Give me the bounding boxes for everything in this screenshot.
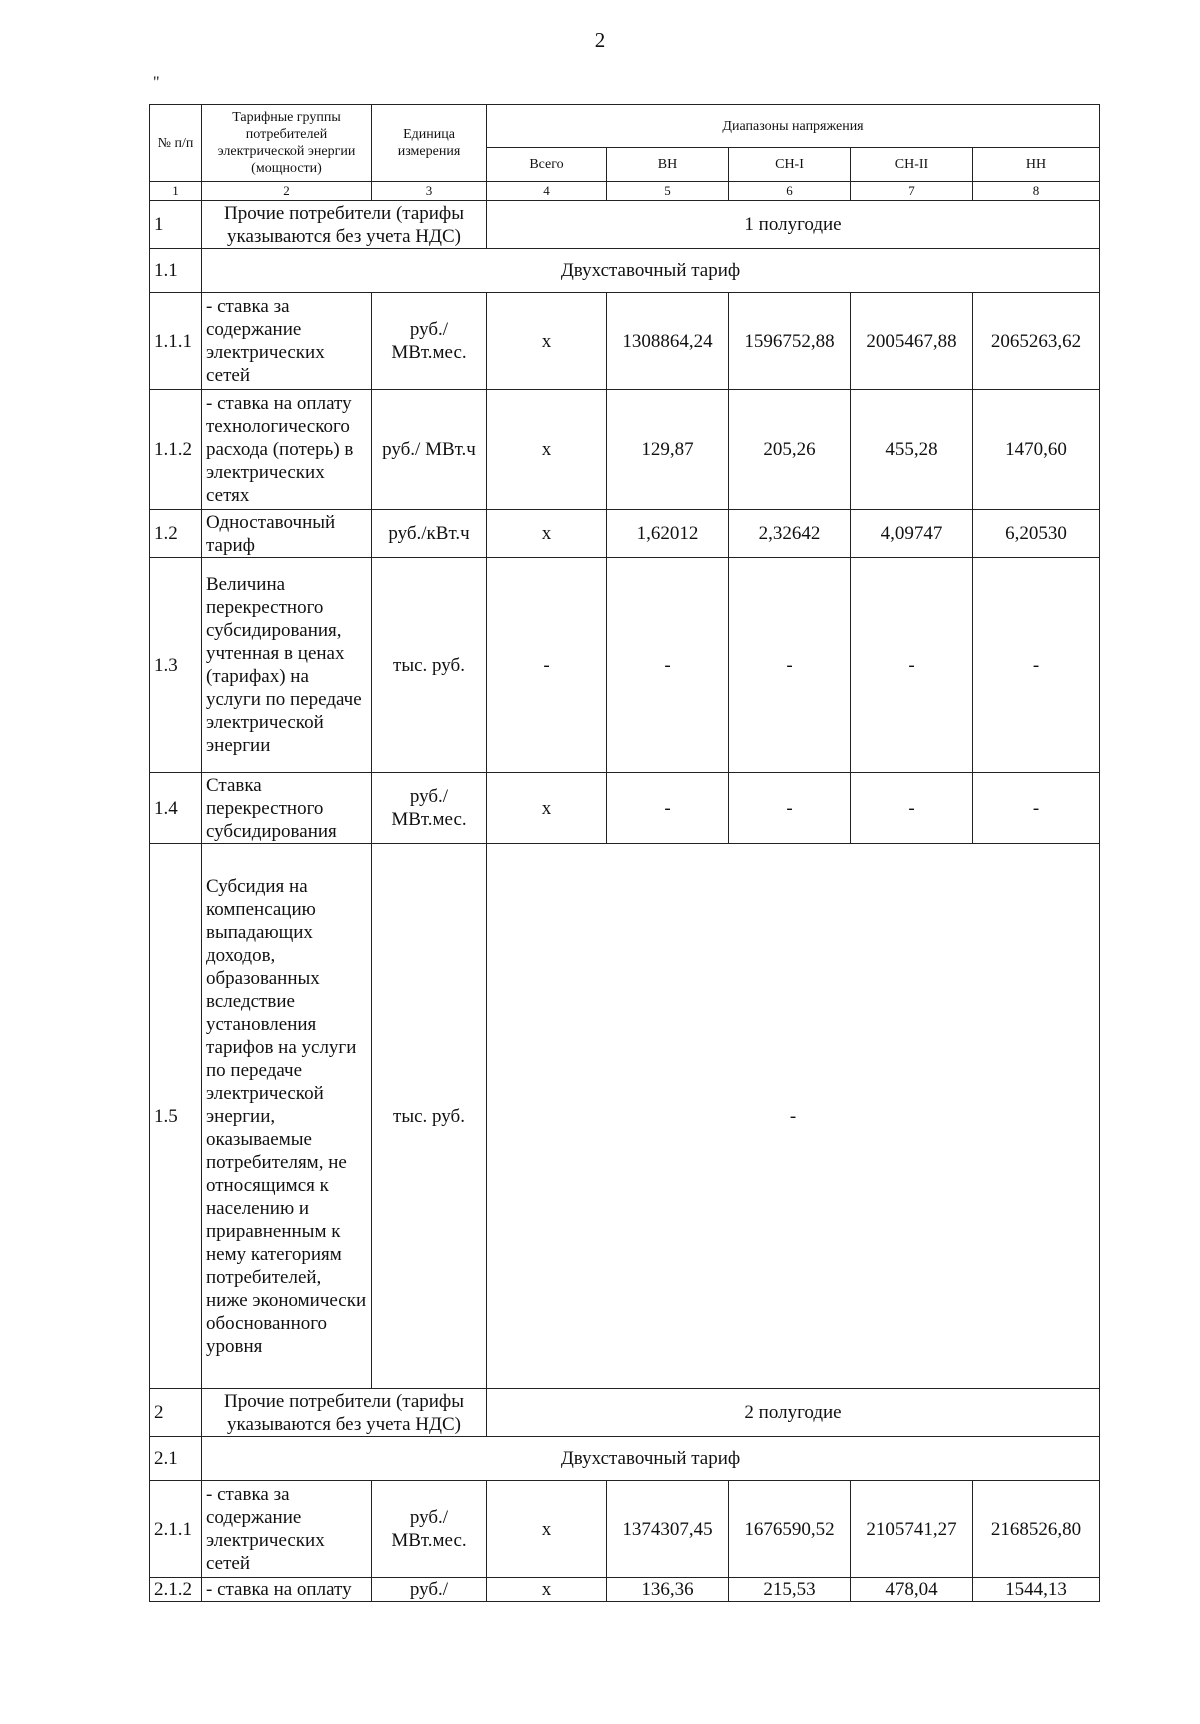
table-row (150, 1481, 1100, 1578)
row-name: Одноставочный тариф (202, 510, 372, 558)
header-vn: ВН (607, 148, 729, 182)
row-unit: руб./ МВт.ч (372, 390, 487, 510)
header-index: 4 (487, 182, 607, 201)
header-voltage-ranges: Диапазоны напряжения (487, 105, 1100, 148)
row-num: 2.1.2 (150, 1578, 202, 1602)
value-vn: - (607, 773, 729, 844)
value-nn: - (973, 773, 1100, 844)
row-name: - ставка на оплату (202, 1578, 372, 1602)
value-total: - (487, 558, 607, 773)
header-index: 3 (372, 182, 487, 201)
table-row (150, 249, 1100, 293)
value-vn: 1,62012 (607, 510, 729, 558)
value-sn1: 1676590,52 (729, 1481, 851, 1578)
value-nn: 2168526,80 (973, 1481, 1100, 1578)
row-num: 1.5 (150, 844, 202, 1389)
table-row (150, 201, 1100, 249)
value-sn1: 215,53 (729, 1578, 851, 1602)
row-num: 1.1.2 (150, 390, 202, 510)
value-sn1: - (729, 558, 851, 773)
row-num: 1.3 (150, 558, 202, 773)
row-name: - ставка на оплату технологического расхода (потерь) в электрических сетях (202, 390, 372, 510)
value-nn: 2065263,62 (973, 293, 1100, 390)
tariff-type-label: Двухставочный тариф (202, 1437, 1100, 1481)
value-total: x (487, 1578, 607, 1602)
header-index: 6 (729, 182, 851, 201)
value-sn1: - (729, 773, 851, 844)
row-name: Величина перекрестного субсидирования, учтенная в ценах (тарифах) на услуги по передаче электрической энергии (202, 558, 372, 773)
period-label: 1 полугодие (487, 201, 1100, 249)
row-unit: тыс. руб. (372, 558, 487, 773)
value-sn2: 2105741,27 (851, 1481, 973, 1578)
row-num: 2.1 (150, 1437, 202, 1481)
row-name: Прочие потребители (тарифы указываются без учета НДС) (202, 201, 487, 249)
value-total: x (487, 1481, 607, 1578)
row-unit: руб./ МВт.мес. (372, 1481, 487, 1578)
table-row (150, 773, 1100, 844)
value-sn2: 478,04 (851, 1578, 973, 1602)
table-row (150, 844, 1100, 1389)
row-num: 2 (150, 1389, 202, 1437)
row-unit: руб./кВт.ч (372, 510, 487, 558)
row-num: 1.1 (150, 249, 202, 293)
row-num: 1.2 (150, 510, 202, 558)
row-unit: руб./ (372, 1578, 487, 1602)
value-vn: - (607, 558, 729, 773)
header-sn2: СН-II (851, 148, 973, 182)
header-index: 7 (851, 182, 973, 201)
value-total: x (487, 773, 607, 844)
header-nn: НН (973, 148, 1100, 182)
header-index: 8 (973, 182, 1100, 201)
row-num: 1.4 (150, 773, 202, 844)
value-sn1: 1596752,88 (729, 293, 851, 390)
row-unit: тыс. руб. (372, 844, 487, 1389)
value-vn: 1308864,24 (607, 293, 729, 390)
subsidy-value: - (487, 844, 1100, 1389)
tariff-table (149, 104, 1100, 1602)
table-row (150, 1578, 1100, 1602)
tariff-type-label: Двухставочный тариф (202, 249, 1100, 293)
value-sn2: 2005467,88 (851, 293, 973, 390)
header-index: 1 (150, 182, 202, 201)
row-unit: руб./ МВт.мес. (372, 773, 487, 844)
row-name: Ставка перекрестного субсидирования (202, 773, 372, 844)
row-num: 1 (150, 201, 202, 249)
table-row (150, 293, 1100, 390)
header-index: 5 (607, 182, 729, 201)
value-sn2: 455,28 (851, 390, 973, 510)
header-unit: Единица измерения (372, 105, 487, 182)
value-sn2: - (851, 558, 973, 773)
row-unit: руб./ МВт.мес. (372, 293, 487, 390)
table-row (150, 390, 1100, 510)
value-nn: - (973, 558, 1100, 773)
header-sn1: СН-I (729, 148, 851, 182)
value-vn: 129,87 (607, 390, 729, 510)
header-num: № п/п (150, 105, 202, 182)
row-num: 1.1.1 (150, 293, 202, 390)
table-row (150, 558, 1100, 773)
header-index: 2 (202, 182, 372, 201)
value-nn: 6,20530 (973, 510, 1100, 558)
opening-quote: " (153, 74, 160, 91)
value-total: x (487, 510, 607, 558)
period-label: 2 полугодие (487, 1389, 1100, 1437)
value-sn2: 4,09747 (851, 510, 973, 558)
value-vn: 136,36 (607, 1578, 729, 1602)
page-number: 2 (594, 28, 606, 52)
header-group: Тарифные группы потребителей электрической энергии (мощности) (202, 105, 372, 182)
row-name: Субсидия на компенсацию выпадающих доходов, образованных вследствие установления тарифов на услуги по передаче электрической энергии, оказываемые потребителям, не относящимся к населению и приравненным к нему категориям потребителей, ниже экономически обоснованного уровня (202, 844, 372, 1389)
value-nn: 1470,60 (973, 390, 1100, 510)
value-total: x (487, 293, 607, 390)
header-total: Всего (487, 148, 607, 182)
value-nn: 1544,13 (973, 1578, 1100, 1602)
table-row (150, 1437, 1100, 1481)
row-name: - ставка за содержание электрических сетей (202, 293, 372, 390)
table-row (150, 510, 1100, 558)
table-row (150, 1389, 1100, 1437)
row-num: 2.1.1 (150, 1481, 202, 1578)
row-name: - ставка за содержание электрических сетей (202, 1481, 372, 1578)
row-name: Прочие потребители (тарифы указываются без учета НДС) (202, 1389, 487, 1437)
value-sn1: 205,26 (729, 390, 851, 510)
value-sn2: - (851, 773, 973, 844)
value-total: x (487, 390, 607, 510)
value-vn: 1374307,45 (607, 1481, 729, 1578)
value-sn1: 2,32642 (729, 510, 851, 558)
